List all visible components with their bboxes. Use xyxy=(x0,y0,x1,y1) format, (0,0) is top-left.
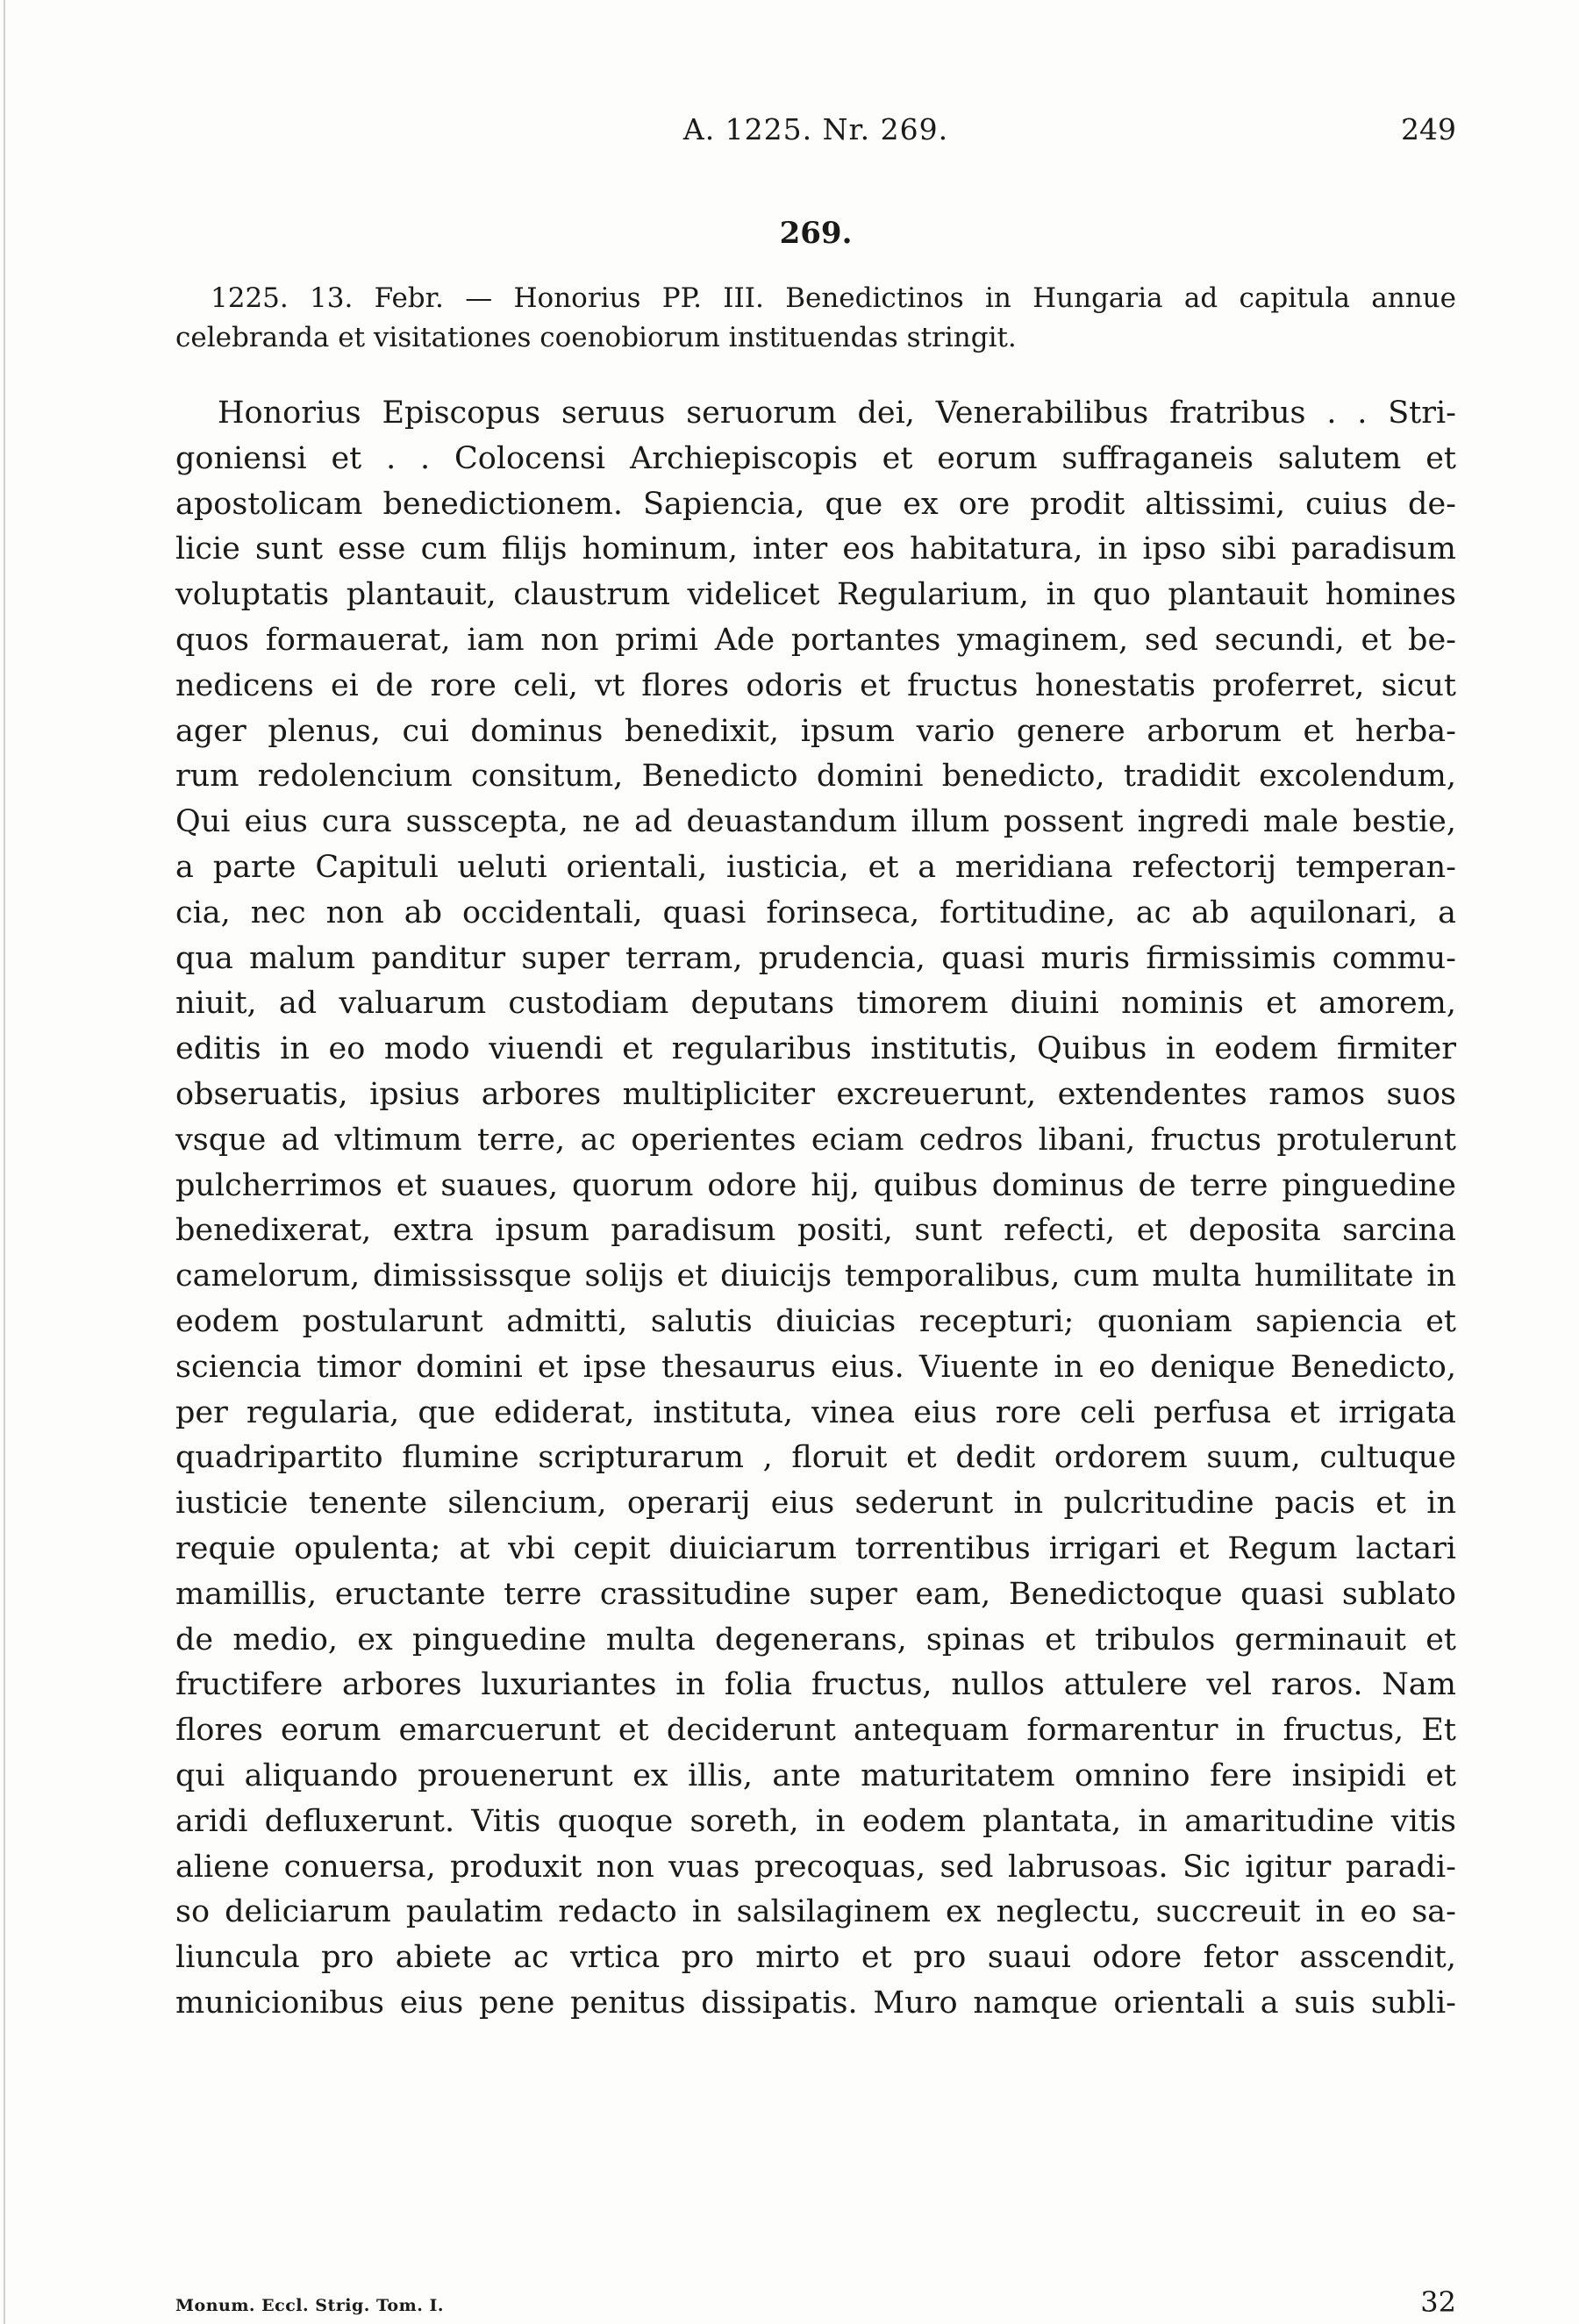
body-line: rum redolencium consitum, Benedicto domini benedicto, tradidit excolendum, xyxy=(175,759,1456,795)
body-line: ager plenus, cui dominus benedixit, ipsum vario genere arborum et herba- xyxy=(175,713,1456,749)
body-line: per regularia, que ediderat, instituta, vinea eius rore celi perfusa et irrigata xyxy=(175,1394,1456,1430)
body-line: quos formauerat, iam non primi Ade portantes ymaginem, sed secundi, et be- xyxy=(175,622,1456,658)
page-edge-line xyxy=(4,0,5,2324)
body-line: qua malum panditur super terram, prudencia, quasi muris firmissimis commu- xyxy=(175,940,1456,976)
body-line: a parte Capituli ueluti orientali, iusticia, et a meridiana refectorij temperan- xyxy=(175,849,1456,885)
series-title: Monum. Eccl. Strig. Tom. I. xyxy=(175,2296,444,2315)
body-line: editis in eo modo viuendi et regularibus institutis, Quibus in eodem firmiter xyxy=(175,1031,1456,1067)
body-line: aridi defluxerunt. Vitis quoque soreth, in eodem plantata, in amaritudine vitis xyxy=(175,1803,1456,1839)
body-line: liuncula pro abiete ac vrtica pro mirto et pro suaui odore fetor asscendit, xyxy=(175,1940,1456,1976)
signature-mark: 32 xyxy=(1420,2285,1456,2319)
body-line: nedicens ei de rore celi, vt flores odoris et fructus honestatis proferret, sicut xyxy=(175,667,1456,703)
body-line: qui aliquando prouenerunt ex illis, ante maturitatem omnino fere insipidi et xyxy=(175,1757,1456,1793)
regest-summary: 1225. 13. Febr. — Honorius PP. III. Benedictinos in Hungaria ad capitula annue celebranda et visitationes coenobiorum instituendas stringit. xyxy=(175,282,1456,353)
body-line: flores eorum emarcuerunt et deciderunt antequam formarentur in fructus, Et xyxy=(175,1713,1456,1749)
body-line: mamillis, eructante terre crassitudine super eam, Benedictoque quasi sublato xyxy=(175,1576,1456,1612)
page-footer xyxy=(175,2280,1456,2319)
body-line: fructifere arbores luxuriantes in folia fructus, nullos attulere vel raros. Nam xyxy=(175,1667,1456,1703)
body-line: eodem postularunt admitti, salutis diuicias recepturi; quoniam sapiencia et xyxy=(175,1303,1456,1339)
body-line: iusticie tenente silencium, operarij eius sederunt in pulcritudine pacis et in xyxy=(175,1486,1456,1522)
body-line: quadripartito flumine scripturarum , floruit et dedit ordorem suum, cultuque xyxy=(175,1440,1456,1476)
body-line: vsque ad vltimum terre, ac operientes eciam cedros libani, fructus protulerunt xyxy=(175,1122,1456,1158)
body-line: de medio, ex pinguedine multa degenerans, spinas et tribulos germinauit et xyxy=(175,1622,1456,1657)
body-line: niuit, ad valuarum custodiam deputans timorem diuini nominis et amorem, xyxy=(175,986,1456,1022)
body-line: licie sunt esse cum filijs hominum, inter eos habitatura, in ipso sibi paradisum xyxy=(175,531,1456,567)
body-line: Honorius Episcopus seruus seruorum dei, Venerabilibus fratribus . . Stri- xyxy=(218,396,1456,431)
body-line: goniensi et . . Colocensi Archiepiscopis et eorum suffraganeis salutem et xyxy=(175,440,1456,476)
document-body xyxy=(175,391,1456,2027)
body-line: apostolicam benedictionem. Sapiencia, que ex ore prodit altissimi, cuius de- xyxy=(175,486,1456,522)
body-line: voluptatis plantauit, claustrum videlicet Regularium, in quo plantauit homines xyxy=(175,577,1456,613)
body-line: requie opulenta; at vbi cepit diuiciarum torrentibus irrigari et Regum lactari xyxy=(175,1530,1456,1566)
running-head xyxy=(175,112,1456,156)
page-number: 249 xyxy=(1401,112,1456,146)
body-line: aliene conuersa, produxit non vuas precoquas, sed labrusoas. Sic igitur paradi- xyxy=(175,1849,1456,1885)
body-line: pulcherrimos et suaues, quorum odore hij, quibus dominus de terre pinguedine xyxy=(175,1167,1456,1203)
running-head-title: A. 1225. Nr. 269. xyxy=(682,112,949,146)
body-line: sciencia timor domini et ipse thesaurus eius. Viuente in eo denique Benedicto, xyxy=(175,1349,1456,1385)
body-line: municionibus eius pene penitus dissipatis. Muro namque orientali a suis subli- xyxy=(175,1985,1456,2021)
body-line: so deliciarum paulatim redacto in salsilaginem ex neglectu, succreuit in eo sa- xyxy=(175,1894,1456,1930)
body-line: camelorum, dimississque solijs et diuicijs temporalibus, cum multa humilitate in xyxy=(175,1258,1456,1294)
body-line: cia, nec non ab occidentali, quasi forinseca, fortitudine, ac ab aquilonari, a xyxy=(175,895,1456,930)
body-line: obseruatis, ipsius arbores multipliciter excreuerunt, extendentes ramos suos xyxy=(175,1076,1456,1112)
body-line: benedixerat, extra ipsum paradisum positi, sunt refecti, et deposita sarcina xyxy=(175,1213,1456,1249)
body-line: Qui eius cura susscepta, ne ad deuastandum illum possent ingredi male bestie, xyxy=(175,804,1456,840)
document-number: 269. xyxy=(779,216,853,251)
